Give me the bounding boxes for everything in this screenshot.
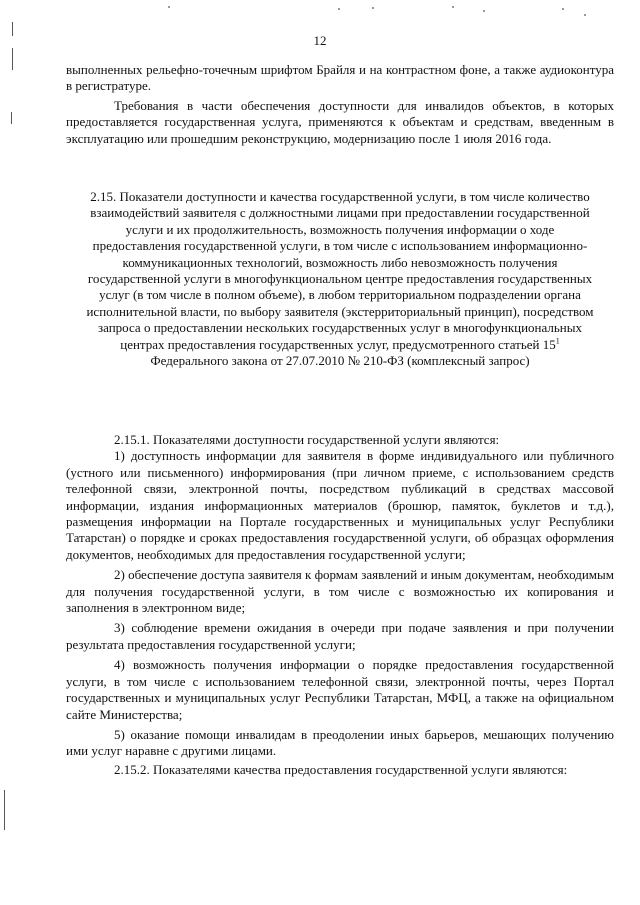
- list-item: 5) оказание помощи инвалидам в преодолении иных барьеров, мешающих получению ими услуг наравне с другими лицами.: [66, 726, 614, 759]
- paragraph-braille: выполненных рельефно-точечным шрифтом Брайля и на контрастном фоне, а также аудиоконтура в регистратуре.: [66, 62, 614, 94]
- scan-artifact: [584, 14, 586, 16]
- section-2-15-2-heading: 2.15.2. Показателями качества предоставления государственной услуги являются:: [114, 761, 568, 777]
- scan-artifact: [12, 48, 13, 70]
- list-item: 2) обеспечение доступа заявителя к формам заявлений и иным документам, необходимым для получения государственной услуги, в том числе с возможностью их копирования и заполнения в электронном виде;: [66, 567, 614, 616]
- section-2-15: [86, 189, 594, 369]
- intro-block: [66, 62, 614, 147]
- section-2-15-text: 2.15. Показатели доступности и качества государственной услуги, в том числе количество взаимодействий заявителя с должностными лицами при предоставлении государственной услуги и их продолжительность, возможность получения информации о ходе предоставления государственной услуги, в том числе с использованием информационно-коммуникационных технологий, возможность либо невозможность получения государственной услуги в многофункциональном центре предоставления государственных услуг (в том числе в полном объеме), в любом территориальном подразделении органа исполнительной власти, по выбору заявителя (экстерриториальный принцип), посредством запроса о предоставлении нескольких государственных услуг в многофункциональных центрах предоставления государственных услуг, предусмотренного статьей $15^1$ Федерального закона от 27.07.2010 № 210-ФЗ (комплексный запрос): [86, 189, 594, 369]
- scan-artifact: [4, 790, 5, 830]
- scan-artifact: [372, 7, 374, 9]
- scan-artifact: [338, 8, 340, 10]
- page-number: 12: [313, 33, 327, 48]
- paragraph-requirements: Требования в части обеспечения доступности для инвалидов объектов, в которых предоставляется государственная услуга, применяются к объектам и средствам, введенным в эксплуатацию или прошедшим реконструкцию, модернизацию после 1 июля 2016 года.: [66, 97, 614, 146]
- list-item: 3) соблюдение времени ожидания в очереди при подаче заявления и при получении результата предоставления государственной услуги;: [66, 620, 614, 652]
- list-item: 4) возможность получения информации о порядке предоставления государственной услуги, в том числе с использованием телефонной связи, электронной почты, через Портал государственных и муниципальных услуг Республики Татарстан, МФЦ, а также на официальном сайте Министерства;: [66, 657, 614, 722]
- scan-artifact: [168, 6, 170, 8]
- section-2-15-1-heading: 2.15.1. Показателями доступности государственной услуги являются:: [114, 432, 500, 447]
- scan-artifact: [562, 8, 564, 10]
- section-2-15-1: [66, 432, 614, 778]
- scan-artifact: [483, 10, 485, 12]
- scan-artifact: [452, 6, 454, 8]
- scan-artifact: [11, 112, 12, 124]
- list-item: 1) доступность информации для заявителя в форме индивидуального или публичного (устного или письменного) информирования (при личном приеме, с использованием средств телефонной связи, электронной почты, посредством публикаций в средствах массовой информации, издания информационных материалов (брошюр, памяток, буклетов и т.д.), размещения информации на Портале государственных и муниципальных услуг Республики Татарстан) о порядке и сроках предоставления государственной услуги, об образцах оформления документов, необходимых для предоставления государственной услуги;: [66, 448, 614, 562]
